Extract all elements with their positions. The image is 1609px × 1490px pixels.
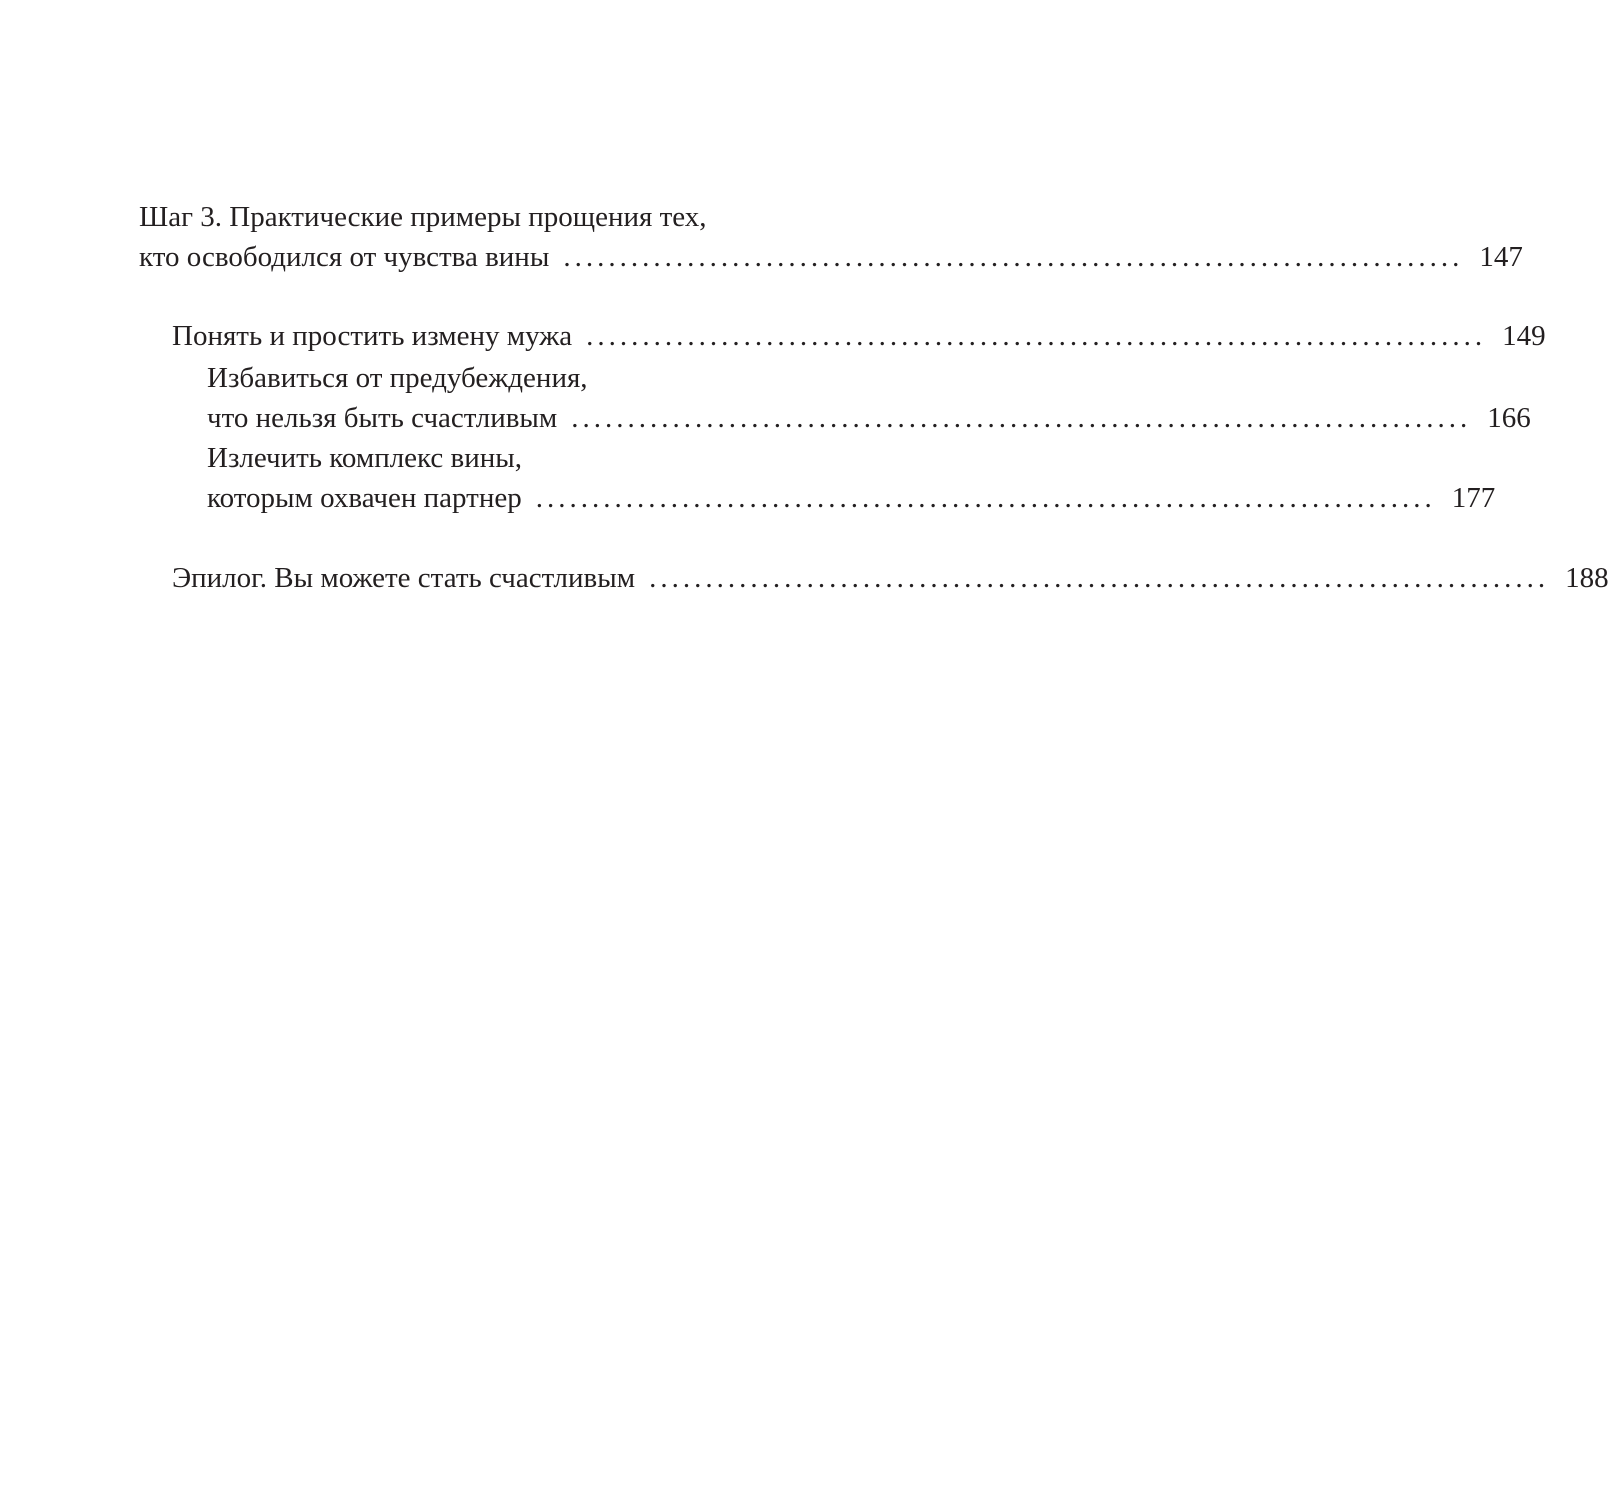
toc-entry-last-line	[207, 478, 1496, 518]
toc-entry-last-line	[207, 398, 1531, 438]
toc-entry-husband-infidelity	[172, 316, 1546, 356]
toc-entry-last-line	[172, 558, 1609, 598]
toc-entry-title-end: Понять и простить измену мужа	[172, 320, 573, 352]
toc-entry-guilt-complex	[207, 438, 1496, 518]
dot-leader: ................................................................................	[586, 320, 1487, 352]
toc-entry-last-line	[139, 237, 1523, 277]
toc-page-number: 188	[1565, 562, 1609, 594]
toc-entry-title-line: Избавиться от предубеждения,	[207, 362, 588, 394]
toc-page-number: 147	[1479, 241, 1523, 273]
toc-entry-last-line	[172, 316, 1546, 356]
toc-page-number: 166	[1487, 402, 1531, 434]
dot-leader: ................................................................................	[563, 241, 1464, 273]
toc-entry-step-3	[139, 197, 1523, 277]
toc-page-number: 177	[1451, 482, 1496, 514]
toc-entry-title-end: Эпилог. Вы можете стать счастливым	[172, 562, 636, 594]
toc-page-number: 149	[1502, 320, 1546, 352]
toc-entry-title-end: которым охвачен партнер	[207, 482, 522, 514]
toc-entry-title-end: что нельзя быть счастливым	[207, 402, 558, 434]
toc-entry-title-line: Излечить комплекс вины,	[207, 442, 523, 474]
dot-leader: ................................................................................	[571, 402, 1472, 434]
toc-entry-epilogue	[172, 558, 1609, 598]
toc-entry-title-line: Шаг 3. Практические примеры прощения тех,	[139, 201, 707, 233]
dot-leader: ................................................................................	[535, 482, 1436, 514]
dot-leader: ................................................................................	[649, 562, 1550, 594]
toc-entry-prejudice	[207, 358, 1531, 438]
toc-entry-title-end: кто освободился от чувства вины	[139, 241, 550, 273]
